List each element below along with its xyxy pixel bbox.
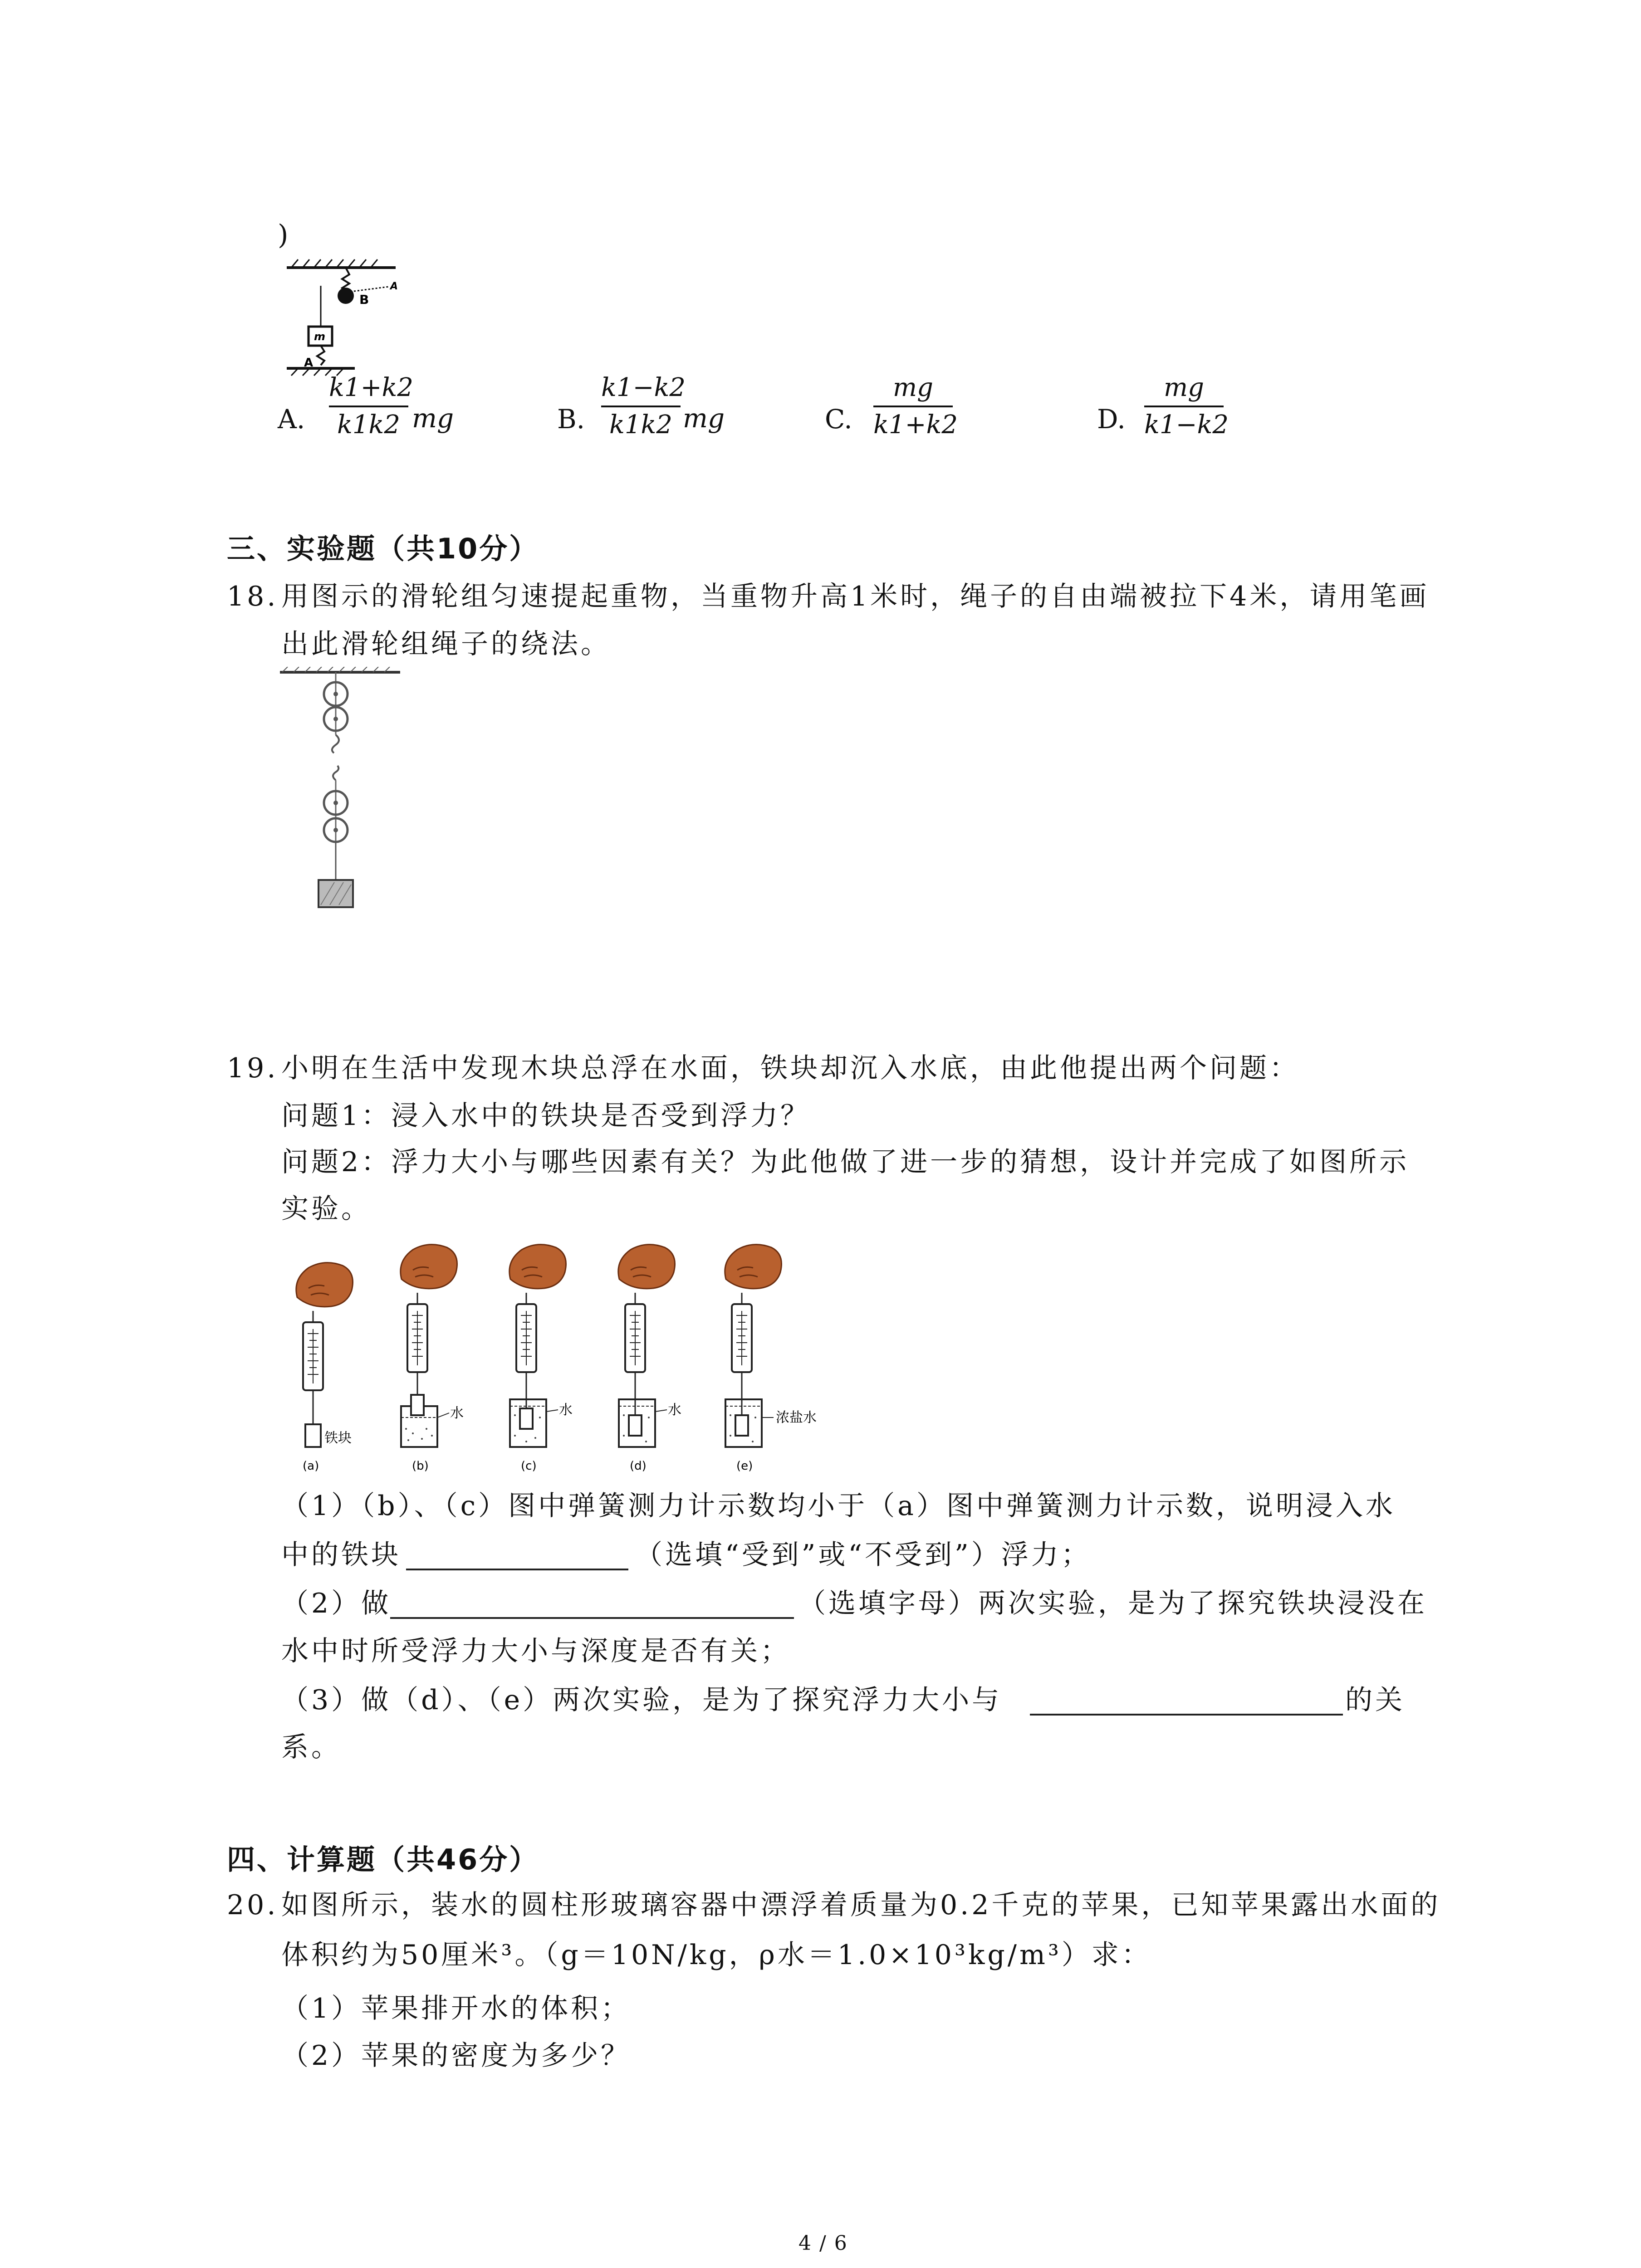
option-c-denominator: k1+k2 xyxy=(873,410,958,440)
q19-part1-line-2b: （选填“受到”或“不受到”）浮力； xyxy=(635,1539,1091,1571)
label-e: (e) xyxy=(736,1459,753,1473)
label-d: (d) xyxy=(630,1459,647,1473)
q19-part2-line-1b: （选填字母）两次实验，是为了探究铁块浸没在 xyxy=(798,1588,1427,1619)
option-a-suffix: mg xyxy=(412,403,454,434)
q19-part3-answer-blank[interactable] xyxy=(1030,1714,1343,1716)
q19-part2-line-2: 水中时所受浮力大小与深度是否有关； xyxy=(281,1635,790,1667)
spring-a-label: A xyxy=(304,356,314,370)
q19-line-2: 问题1：浸入水中的铁块是否受到浮力？ xyxy=(281,1100,811,1132)
q19-number: 19. xyxy=(227,1052,279,1084)
q19-line-1: 小明在生活中发现木块总浮在水面，铁块却沉入水底，由此他提出两个问题： xyxy=(281,1052,1299,1084)
option-b-denominator: k1k2 xyxy=(609,410,673,440)
q20-part1: （1）苹果排开水的体积； xyxy=(281,1993,631,2024)
pulley-system-figure xyxy=(278,667,409,921)
q19-part2-line-1a: （2）做 xyxy=(281,1588,392,1619)
option-b-fraction xyxy=(601,372,686,441)
section-3-title: 三、实验题（共10分） xyxy=(227,532,539,565)
q19-part3-line-1b: 的关 xyxy=(1345,1684,1405,1716)
water-label-c: 水 xyxy=(559,1402,573,1418)
q20-line-2: 体积约为50厘米³。（g＝10N/kg，ρ水＝1.0×10³kg/m³）求： xyxy=(281,1939,1151,1971)
option-a-denominator: k1k2 xyxy=(337,410,401,440)
q20-part2: （2）苹果的密度为多少？ xyxy=(281,2040,631,2072)
option-c-numerator: mg xyxy=(893,373,933,402)
q19-line-3: 问题2：浮力大小与哪些因素有关？为此他做了进一步的猜想，设计并完成了如图所示 xyxy=(281,1146,1410,1178)
option-d-letter: D. xyxy=(1097,404,1126,435)
q20-number: 20. xyxy=(227,1889,279,1921)
q19-line-4: 实验。 xyxy=(281,1193,371,1225)
label-b: (b) xyxy=(412,1459,429,1473)
svg-text:A: A xyxy=(390,281,398,292)
page-number: 4 / 6 xyxy=(798,2232,848,2255)
option-a-fraction xyxy=(329,372,414,441)
option-d-denominator: k1−k2 xyxy=(1144,410,1229,440)
spring-b-label: B xyxy=(359,292,369,307)
buoyancy-experiment-figure xyxy=(281,1243,853,1488)
option-b-numerator: k1−k2 xyxy=(601,373,686,402)
option-d-fraction xyxy=(1144,372,1229,441)
q20-line-1: 如图所示，装水的圆柱形玻璃容器中漂浮着质量为0.2千克的苹果，已知苹果露出水面的 xyxy=(281,1889,1441,1921)
q19-part1-line-1: （1）（b）、（c）图中弹簧测力计示数均小于（a）图中弹簧测力计示数，说明浸入水 xyxy=(281,1490,1396,1522)
mass-m-label: m xyxy=(314,330,326,343)
option-d-numerator: mg xyxy=(1164,373,1204,402)
q19-part2-answer-blank[interactable] xyxy=(390,1617,794,1619)
iron-block-label: 铁块 xyxy=(324,1430,352,1446)
water-label-d: 水 xyxy=(668,1402,681,1418)
option-c-fraction xyxy=(873,372,958,441)
section-4-title: 四、计算题（共46分） xyxy=(227,1843,539,1876)
option-a-numerator: k1+k2 xyxy=(329,373,414,402)
q19-part1-answer-blank[interactable] xyxy=(406,1569,628,1570)
q18-line-2: 出此滑轮组绳子的绕法。 xyxy=(281,628,611,660)
q18-number: 18. xyxy=(227,581,279,612)
q19-part3-line-1a: （3）做（d）、（e）两次实验，是为了探究浮力大小与 xyxy=(281,1684,1002,1716)
label-c: (c) xyxy=(521,1459,537,1473)
water-label-b: 水 xyxy=(450,1405,464,1421)
option-a-letter: A. xyxy=(278,404,305,435)
q18-line-1: 用图示的滑轮组匀速提起重物，当重物升高1米时，绳子的自由端被拉下4米，请用笔画 xyxy=(281,581,1430,612)
q19-part1-line-2a: 中的铁块 xyxy=(281,1539,401,1571)
label-a: (a) xyxy=(303,1459,319,1473)
option-b-letter: B. xyxy=(557,404,585,435)
option-b-suffix: mg xyxy=(683,403,725,434)
q19-part3-line-2: 系。 xyxy=(281,1731,341,1763)
option-c-letter: C. xyxy=(825,404,852,435)
q17-closing-paren: ) xyxy=(278,219,291,251)
spring-pulley-figure xyxy=(278,254,423,376)
salt-water-label: 浓盐水 xyxy=(776,1410,817,1426)
